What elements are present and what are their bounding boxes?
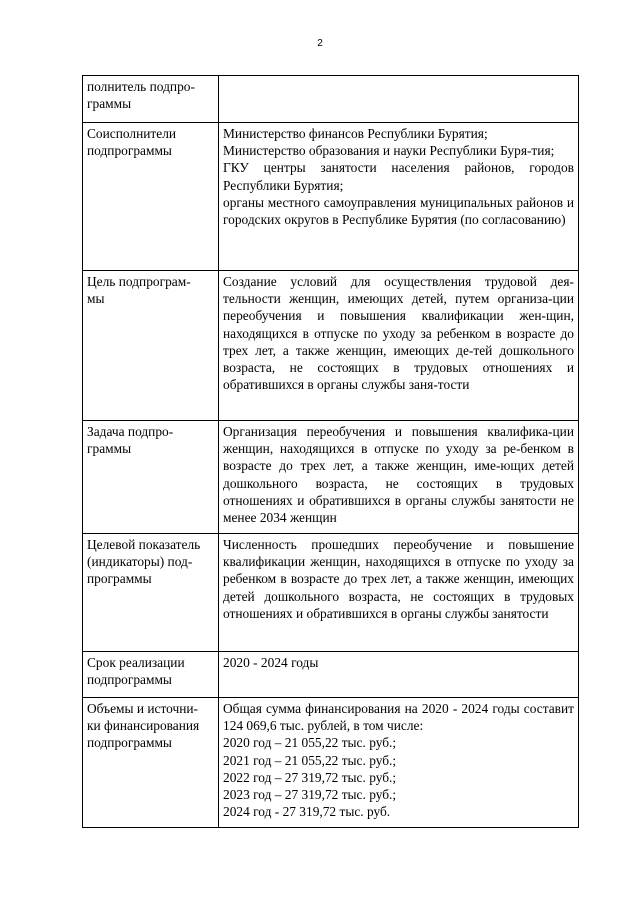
table-row [83,421,579,534]
row-content-cell [219,76,579,123]
row-content-cell [219,652,579,698]
row-content-cell [219,421,579,534]
row-label-cell [83,271,219,421]
row-label-line: Цель подпрограм- [87,274,191,289]
row-content-cell [219,271,579,421]
content-paragraph: Численность прошедших переобучение и повышение квалификации женщин, находящихся в отпуске по уходу за ребенком в возрасте до трех лет, а также женщин, имеющих детей дошкольного возраста, не состоящих в трудовых отношениях и обратившихся в органы службы занятости [223,537,574,621]
row-label-line: подпрограммы [87,672,172,688]
row-label-line: мы [87,291,105,307]
content-paragraph: 2020 год – 21 055,22 тыс. руб.; [223,735,397,751]
table-row [83,698,579,828]
row-label-line: Целевой показатель [87,537,201,552]
row-label-cell [83,698,219,828]
content-paragraph: Создание условий для осуществления трудовой дея-тельности женщин, имеющих детей, путем организа-ции переобучения и повышения квалификации жен-щин, находящихся в отпуске по уходу за ребенком в возрасте до трех лет, а также женщин, имеющих де-тей дошкольного возраста, не состоящих в трудовых отношениях и обратившихся в органы службы заня-тости [223,274,574,393]
content-paragraph: органы местного самоуправления муниципальных районов и городских округов в Республике Бурятия (по согласованию) [223,194,574,228]
row-content-cell [219,698,579,828]
content-paragraph: 2024 год - 27 319,72 тыс. руб. [223,804,391,820]
row-label-cell [83,76,219,123]
content-paragraph: Общая сумма финансирования на 2020 - 2024 годы составит 124 069,6 тыс. рублей, в том числе: [223,701,574,734]
table-row [83,76,579,123]
row-label-line: ки финансирования [87,718,200,734]
row-label-line: Соисполнители [87,126,177,141]
row-label-line: программы [87,571,152,587]
page-number: 2 [317,38,323,49]
content-paragraph: Организация переобучения и повышения квалифика-ции женщин, находящихся в отпуске по уходу за ре-бенком в возрасте до трех лет, а также женщин, име-ющих детей дошкольного возраста, не состоящих в трудовых отношениях и обратившихся в органы службы занятости не менее 2034 женщин [223,424,574,526]
row-label-line: граммы [87,96,132,112]
table-row [83,271,579,421]
content-paragraph: Министерство финансов Республики Бурятия; [223,126,488,141]
content-paragraph: 2022 год – 27 319,72 тыс. руб.; [223,769,397,785]
row-label-cell [83,534,219,652]
row-label-line: подпрограммы [87,143,172,159]
row-label-line: (индикаторы) под- [87,554,193,570]
row-label-cell [83,421,219,534]
row-label-cell [83,123,219,271]
row-label-line: полнитель подпро- [87,79,195,94]
subprogram-passport-table [82,75,579,828]
row-label-line: подпрограммы [87,735,172,751]
content-paragraph: ГКУ центры занятости населения районов, городов Республики Бурятия; [223,160,574,193]
table-row [83,534,579,652]
content-paragraph: 2021 год – 21 055,22 тыс. руб.; [223,752,397,768]
row-label-line: Объемы и источни- [87,701,199,716]
row-content-cell [219,534,579,652]
row-label-line: Задача подпро- [87,424,174,439]
table-row [83,123,579,271]
row-label-line: граммы [87,441,132,457]
content-paragraph: Министерство образования и науки Республики Буря-тия; [223,143,555,159]
table-row [83,652,579,698]
content-paragraph: 2023 год – 27 319,72 тыс. руб.; [223,787,397,803]
row-label-cell [83,652,219,698]
row-content-cell [219,123,579,271]
content-paragraph: 2020 - 2024 годы [223,655,319,670]
row-label-line: Срок реализации [87,655,185,670]
